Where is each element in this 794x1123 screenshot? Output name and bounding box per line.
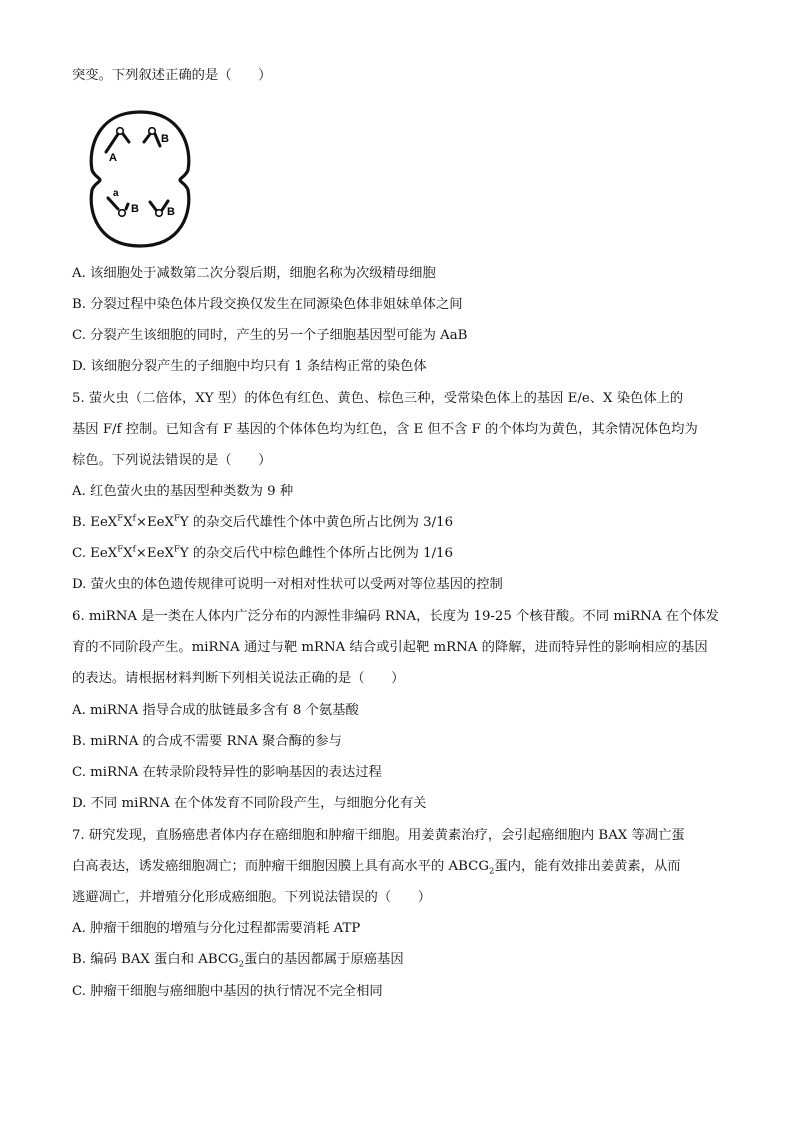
q7-stem-line-1: 7. 研究发现，直肠癌患者体内存在癌细胞和肿瘤干细胞。用姜黄素治疗，会引起癌细胞内 BAX 等凋亡蛋: [72, 828, 685, 843]
q6-option-a: A. miRNA 指导合成的肽链最多含有 8 个氨基酸: [72, 703, 359, 718]
q7-option-c: C. 肿瘤干细胞与癌细胞中基因的执行情况不完全相同: [72, 984, 383, 999]
q5-stem-line-1: 5. 萤火虫（二倍体，XY 型）的体色有红色、黄色、棕色三种，受常染色体上的基因 E/e、X 染色体上的: [72, 391, 684, 406]
q4-stem-tail: 突变。下列叙述正确的是（ ）: [72, 68, 272, 83]
cell-outline: [91, 112, 189, 246]
q5-option-b: B. $EeX^FX^f\times EeX^FY$ 的杂交后代雄性个体中黄色所占比例为 3/16: [72, 513, 454, 530]
q5-stem-line-3: 棕色。下列说法错误的是（ ）: [72, 453, 272, 468]
q7-stem-line-3: 逃避凋亡，并增殖分化形成癌细胞。下列说法错误的（ ）: [72, 890, 432, 905]
q6-stem-line-3: 的表达。请根据材料判断下列相关说法正确的是（ ）: [72, 671, 405, 686]
q6-stem-line-1: 6. miRNA 是一类在人体内广泛分布的内源性非编码 RNA，长度为 19-25 个核苷酸。不同 miRNA 在个体发: [72, 609, 719, 624]
gene-label-B-top: B: [161, 133, 169, 145]
q7-stem-line-2: 白高表达，诱发癌细胞凋亡；而肿瘤干细胞因膜上具有高水平的 $ABCG_2$蛋内，能有效排出姜黄素，从而: [72, 859, 681, 877]
q4-option-a: A. 该细胞处于减数第二次分裂后期，细胞名称为次级精母细胞: [72, 266, 436, 281]
gene-label-B-bottom-right: B: [167, 206, 175, 218]
chromosome-bottom-left: [108, 198, 128, 216]
gene-label-a: a: [113, 188, 119, 199]
chromosome-bottom-right: [150, 201, 168, 216]
q5-option-a: A. 红色萤火虫的基因型种类数为 9 种: [72, 484, 294, 499]
q4-option-d: D. 该细胞分裂产生的子细胞中均只有 1 条结构正常的染色体: [72, 359, 427, 374]
q7-option-b: B. 编码 BAX 蛋白和 $ABCG_2$蛋白的基因都属于原癌基因: [72, 952, 404, 970]
q6-stem-line-2: 育的不同阶段产生。miRNA 通过与靶 mRNA 结合或引起靶 mRNA 的降解，进而特异性的影响相应的基因: [72, 640, 708, 655]
q6-option-b: B. miRNA 的合成不需要 RNA 聚合酶的参与: [72, 734, 342, 749]
q5-stem-line-2: 基因 F/f 控制。已知含有 F 基因的个体体色均为红色，含 E 但不含 F 的个体均为黄色，其余情况体色均为: [72, 422, 698, 437]
cell-division-figure: [84, 108, 196, 250]
gene-label-B-bottom-left: B: [131, 203, 139, 215]
q4-option-b: B. 分裂过程中染色体片段交换仅发生在同源染色体非姐妹单体之间: [72, 297, 463, 312]
q4-option-c: C. 分裂产生该细胞的同时，产生的另一个子细胞基因型可能为 AaB: [72, 328, 468, 343]
q5-option-c: C. $EeX^FX^f\times EeX^FY$ 的杂交后代中棕色雌性个体所占比例为 1/16: [72, 544, 453, 561]
chromosome-top-right: [144, 128, 160, 146]
q6-option-c: C. miRNA 在转录阶段特异性的影响基因的表达过程: [72, 765, 382, 780]
q6-option-d: D. 不同 miRNA 在个体发育不同阶段产生，与细胞分化有关: [72, 796, 427, 811]
chromosome-top-left: [106, 128, 129, 152]
q5-option-d: D. 萤火虫的体色遗传规律可说明一对相对性状可以受两对等位基因的控制: [72, 577, 503, 592]
gene-label-A: A: [109, 152, 117, 164]
q7-option-a: A. 肿瘤干细胞的增殖与分化过程都需要消耗 ATP: [72, 921, 361, 936]
